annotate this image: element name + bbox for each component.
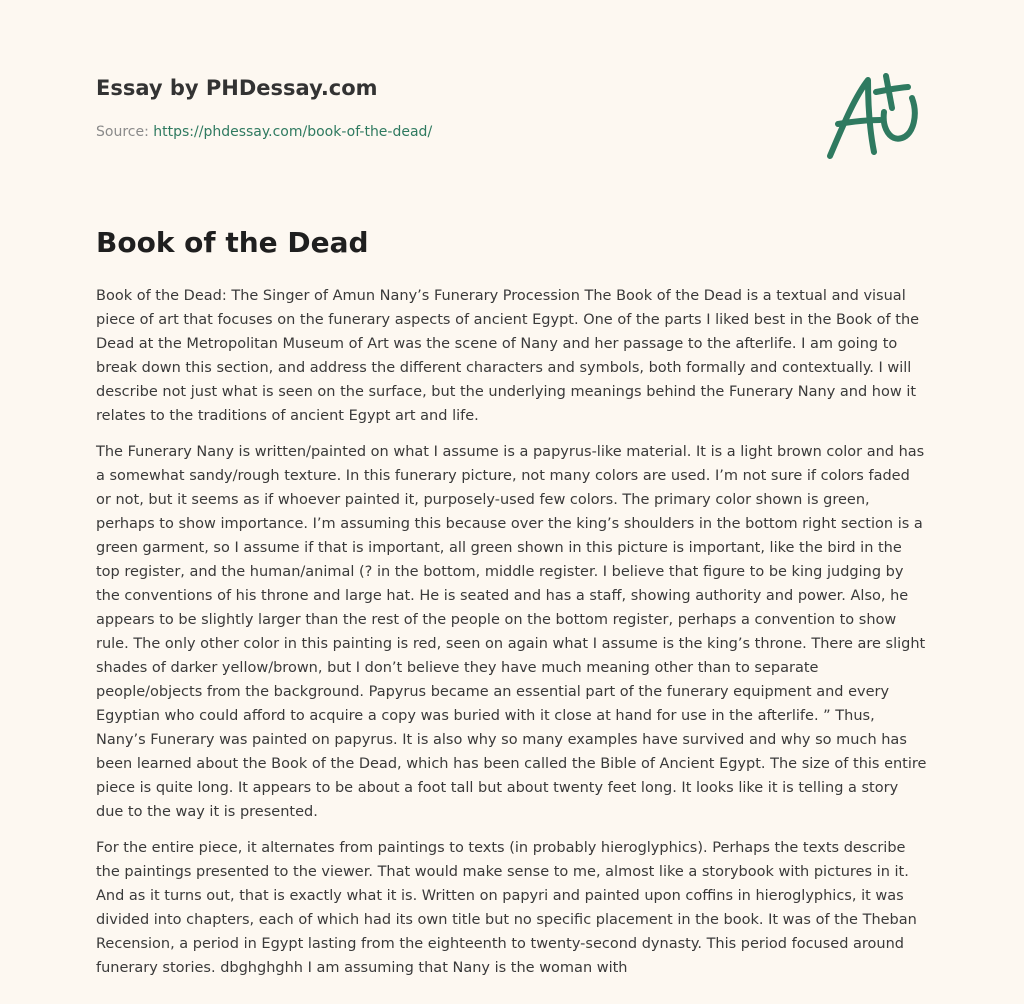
essay-paragraph: The Funerary Nany is written/painted on what I assume is a papyrus-like material. It is a light brown color and has a somewhat sandy/rough texture. In this funerary picture, not many colors are used. I’m not sure if colors faded or not, but it seems as if whoever painted it, purposely-used few colors. The primary color shown is green, perhaps to show importance. I’m assuming this because over the king’s shoulders in the bottom right section is a green garment, so I assume if that is important, all green shown in this picture is important, like the bird in the top register, and the human/animal (? in the bottom, middle register. I believe that figure to be king judging by the conventions of his throne and large hat. He is seated and has a staff, showing authority and power. Also, he appears to be slightly larger than the rest of the people on the bottom register, perhaps a convention to show rule. The only other color in this painting is red, seen on again what I assume is the king’s throne. There are slight shades of darker yellow/brown, but I don’t believe they have much meaning other than to separate people/objects from the background. Papyrus became an essential part of the funerary equipment and every Egyptian who could afford to acquire a copy was buried with it close at hand for use in the afterlife. ” Thus, Nany’s Funerary was painted on papyrus. It is also why so many examples have survived and why so much has been learned about the Book of the Dead, which has been called the Bible of Ancient Egypt. The size of this entire piece is quite long. It appears to be about a foot tall but about twenty feet long. It looks like it is telling a story due to the way it is presented.	[96, 444, 927, 820]
essay-paragraph: For the entire piece, it alternates from paintings to texts (in probably hieroglyphics). Perhaps the texts describe the paintings presented to the viewer. That would make sense to me, almost like a storybook with pictures in it. And as it turns out, that is exactly what it is. Written on papyri and painted upon coffins in hieroglyphics, it was divided into chapters, each of which had its own title but no specific placement in the book. It was of the Theban Recension, a period in Egypt lasting from the eighteenth to twenty-second dynasty. This period focused around funerary stories. dbghghghh I am assuming that Nany is the woman with	[96, 840, 917, 976]
essay-title: Book of the Dead	[96, 226, 369, 259]
site-brand: Essay by PHDessay.com	[96, 76, 378, 100]
source-label: Source:	[96, 124, 149, 140]
a-plus-logo-icon	[824, 68, 924, 164]
essay-paragraph: Book of the Dead: The Singer of Amun Nany’s Funerary Procession The Book of the Dead is a textual and visual piece of art that focuses on the funerary aspects of ancient Egypt. One of the parts I liked best in the Book of the Dead at the Metropolitan Museum of Art was the scene of Nany and her passage to the afterlife. I am going to break down this section, and address the different characters and symbols, both formally and contextually. I will describe not just what is seen on the surface, but the underlying meanings behind the Funerary Nany and how it relates to the traditions of ancient Egypt art and life.	[96, 288, 920, 424]
source-link[interactable]: https://phdessay.com/book-of-the-dead/	[153, 124, 433, 140]
source-line	[96, 124, 432, 140]
essay-body	[96, 284, 928, 992]
